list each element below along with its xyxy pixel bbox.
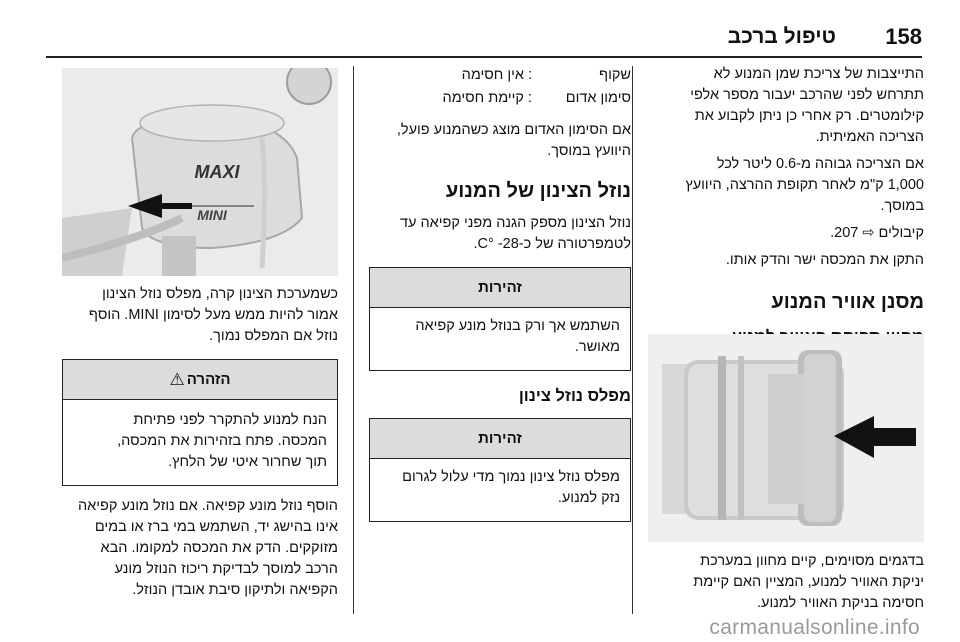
- column-left: [62, 64, 338, 601]
- column-divider-left: [353, 66, 354, 614]
- paragraph-add-antifreeze: הוסף נוזל מונע קפיאה. אם נוזל מונע קפיאה אינו בהישג יד, השתמש במי ברז או במים מזוקקים. הדק את המכסה למקומו. הבא הרכב למוסך לבדיקת ריכוז הנוזל מונע הקפיאה ולתיקון סיבת אובדן הנוזל.: [77, 498, 338, 598]
- caution-title: זהירות: [370, 268, 630, 308]
- chapter-title: טיפול ברכב: [727, 25, 836, 48]
- caution-box-antifreeze: [369, 267, 631, 371]
- paragraph-indicator-description: בדגמים מסוימים, קיים מחוון במערכת יניקת האוויר למנוע, המציין האם קיימת חסימה בניקת האוויר למנוע.: [693, 553, 924, 611]
- coolant-reservoir-illustration: [62, 68, 338, 276]
- tank-label-max: MAXI: [194, 162, 240, 182]
- danger-box-hot-cap: [62, 359, 338, 486]
- airflow-indicator-photo: [648, 334, 924, 542]
- paragraph-red-mark: אם הסימון האדום מוצג כשהמנוע פועל, היוועץ במוסך.: [396, 122, 631, 159]
- crossref-capacities[interactable]: קיבולים ⇨ 207.: [830, 225, 924, 241]
- tank-label-min: MINI: [197, 207, 227, 223]
- column-right: [648, 64, 924, 611]
- watermark: carmanualsonline.info: [709, 616, 920, 639]
- section-title-coolant: נוזל הצינון של המנוע: [445, 180, 631, 202]
- danger-title: [63, 360, 337, 400]
- paragraph-oil-consumption: התייצבות של צריכת שמן המנוע לא תתרחש לפני שהרכב יעבור מספר אלפי קילומטרים. רק אחרי כן ניתן לקבוע את הצריכה האמיתית.: [690, 66, 924, 145]
- paragraph-coolant-protection: נוזל הצינון מספק הגנה מפני קפיאה עד לטמפרטורה של כ‑28‑ °C.: [399, 215, 631, 252]
- airflow-indicator-illustration: [648, 334, 924, 542]
- danger-title-text: הזהרה: [186, 371, 231, 388]
- header-rule: [46, 56, 922, 58]
- section-title-air-filter: מסנן אוויר המנוע: [771, 291, 924, 313]
- subsection-title-coolant-level: מפלס נוזל צינון: [518, 387, 631, 405]
- paragraph-coolant-level: כשמערכת הצינון קרה, מפלס נוזל הצינון אמור להיות ממש מעל לסימון MINI. הוסף נוזל אם המפלס נמוך.: [88, 286, 338, 344]
- caution-box-low-coolant: [369, 418, 631, 522]
- legend-row-red: סימון אדום : קיימת חסימה: [442, 90, 631, 106]
- paragraph-consumption-limit: אם הצריכה גבוהה מ‑0.6 ליטר לכל 1,000 ק"מ לאחר תקופת ההרצה, היוועץ במוסך.: [685, 156, 924, 214]
- warning-triangle-icon: ⚠: [169, 369, 185, 389]
- coolant-reservoir-photo: [62, 68, 338, 276]
- page-number: 158: [885, 24, 922, 49]
- caution-text: מפלס נוזל צינון נמוך מדי עלול לגרום נזק למנוע.: [402, 469, 620, 506]
- caution-title: זהירות: [370, 419, 630, 459]
- legend-row-clear: שקוף : אין חסימה: [461, 67, 631, 83]
- column-middle: [369, 64, 631, 522]
- caution-text: השתמש אך ורק בנוזל מונע קפיאה מאושר.: [415, 318, 620, 355]
- danger-text: הנח למנוע להתקרר לפני פתיחת המכסה. פתח בזהירות את המכסה, תוך שחרור איטי של הלחץ.: [117, 412, 327, 470]
- column-divider-right: [632, 66, 633, 614]
- paragraph-install-cap: התקן את המכסה ישר והדק אותו.: [725, 252, 924, 268]
- page-header: [46, 24, 922, 56]
